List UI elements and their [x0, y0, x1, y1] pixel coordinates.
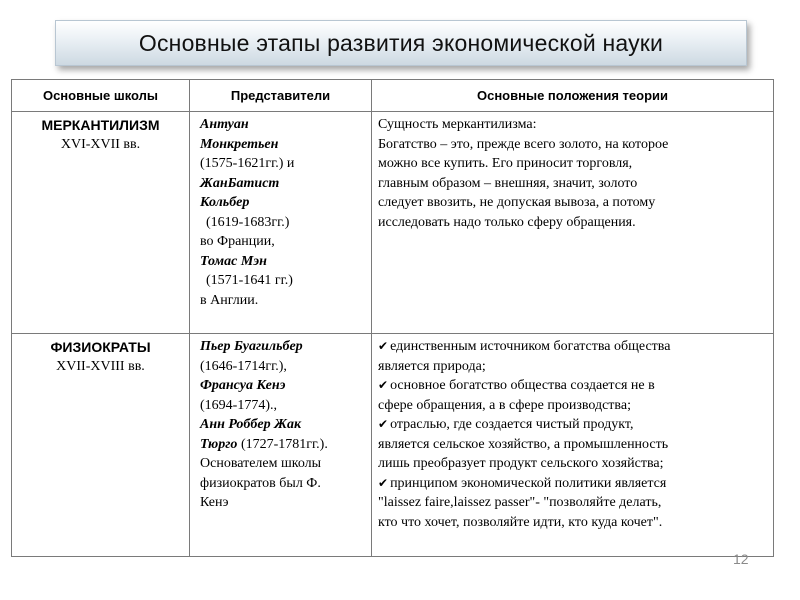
- theory-cell: [372, 112, 774, 334]
- list-item: [378, 415, 767, 474]
- rep-name: Тюрго: [200, 436, 238, 452]
- bullet-line: [378, 337, 767, 357]
- header-representatives: Представители: [190, 80, 372, 112]
- school-period: XVI-XVII вв.: [60, 137, 141, 152]
- rep-line: Томас Мэн: [200, 253, 267, 269]
- bullet-text: единственным источником богатства общества: [390, 339, 671, 354]
- rep-line: ЖанБатист: [200, 175, 280, 191]
- school-cell: [12, 334, 190, 557]
- table-row: [12, 112, 774, 334]
- rep-line: (1575-1621гг.) и: [200, 156, 295, 171]
- list-item: [378, 337, 767, 376]
- rep-line: Кольбер: [200, 195, 250, 210]
- table-header-row: [12, 80, 774, 112]
- theory-cell: [372, 334, 774, 557]
- rep-dates: (1727-1781гг.).: [237, 436, 328, 452]
- rep-line: Антуан: [200, 117, 249, 132]
- theory-line: можно все купить. Его приносит торговля,: [378, 156, 633, 171]
- bullet-line: является природа;: [378, 358, 486, 374]
- page-number: 12: [733, 551, 749, 567]
- school-cell: [12, 112, 190, 334]
- header-schools: Основные школы: [12, 80, 190, 112]
- rep-line: Пьер Буагильбер: [200, 339, 303, 354]
- theory-line: исследовать надо только сферу обращения.: [378, 214, 636, 230]
- rep-line: (1694-1774).,: [200, 397, 277, 413]
- rep-line: во Франции,: [200, 234, 275, 249]
- rep-line: [200, 435, 365, 455]
- bullet-line: кто что хочет, позволяйте идти, кто куда кочет".: [378, 514, 663, 530]
- checkmark-icon: ✔: [378, 339, 389, 353]
- theory-line: Богатство – это, прежде всего золото, на которое: [378, 136, 669, 152]
- representatives-cell: [190, 334, 372, 557]
- theory-bullet-list: [378, 337, 767, 532]
- school-name: МЕРКАНТИЛИЗМ: [41, 117, 160, 133]
- schools-table: [11, 79, 774, 557]
- rep-line: физиократов был Ф.: [200, 475, 321, 491]
- slide-title: Основные этапы развития экономической науки: [138, 29, 664, 56]
- theory-line: главным образом – внешняя, значит, золото: [378, 175, 638, 191]
- bullet-text: отраслью, где создается чистый продукт,: [390, 417, 634, 432]
- rep-line: в Англии.: [200, 292, 259, 308]
- bullet-text: основное богатство общества создается не в: [390, 378, 655, 393]
- list-item: [378, 376, 767, 415]
- header-theory: Основные положения теории: [372, 80, 774, 112]
- bullet-line: является сельское хозяйство, а промышленность: [378, 436, 669, 452]
- title-banner: [55, 20, 747, 66]
- checkmark-icon: ✔: [378, 475, 389, 490]
- rep-line: Анн Роббер Жак: [200, 417, 302, 432]
- bullet-line: [378, 376, 767, 396]
- rep-line: Франсуа Кенэ: [200, 378, 286, 393]
- rep-line: Монкретьен: [200, 136, 279, 152]
- list-item: [378, 474, 767, 533]
- bullet-line: лишь преобразует продукт сельского хозяйства;: [378, 456, 664, 471]
- checkmark-icon: ✔: [378, 417, 389, 431]
- theory-line: следует ввозить, не допуская вывоза, а потому: [378, 195, 656, 210]
- rep-line: (1619-1683гг.): [206, 214, 290, 230]
- bullet-line: сфере обращения, а в сфере производства;: [378, 397, 631, 413]
- school-name: ФИЗИОКРАТЫ: [50, 339, 151, 355]
- rep-line: Кенэ: [200, 495, 229, 510]
- checkmark-icon: ✔: [378, 378, 389, 392]
- bullet-text: принципом экономической политики является: [390, 475, 667, 491]
- school-period: XVII-XVIII вв.: [56, 359, 145, 374]
- table-row: [12, 334, 774, 557]
- rep-line: (1646-1714гг.),: [200, 358, 287, 374]
- bullet-line: "laissez faire,laissez passer"- "позволяйте делать,: [378, 495, 662, 510]
- representatives-cell: [190, 112, 372, 334]
- bullet-line: [378, 474, 767, 494]
- rep-line: Основателем школы: [200, 456, 322, 471]
- theory-line: Сущность меркантилизма:: [378, 117, 537, 132]
- rep-line: (1571-1641 гг.): [206, 273, 293, 288]
- bullet-line: [378, 415, 767, 435]
